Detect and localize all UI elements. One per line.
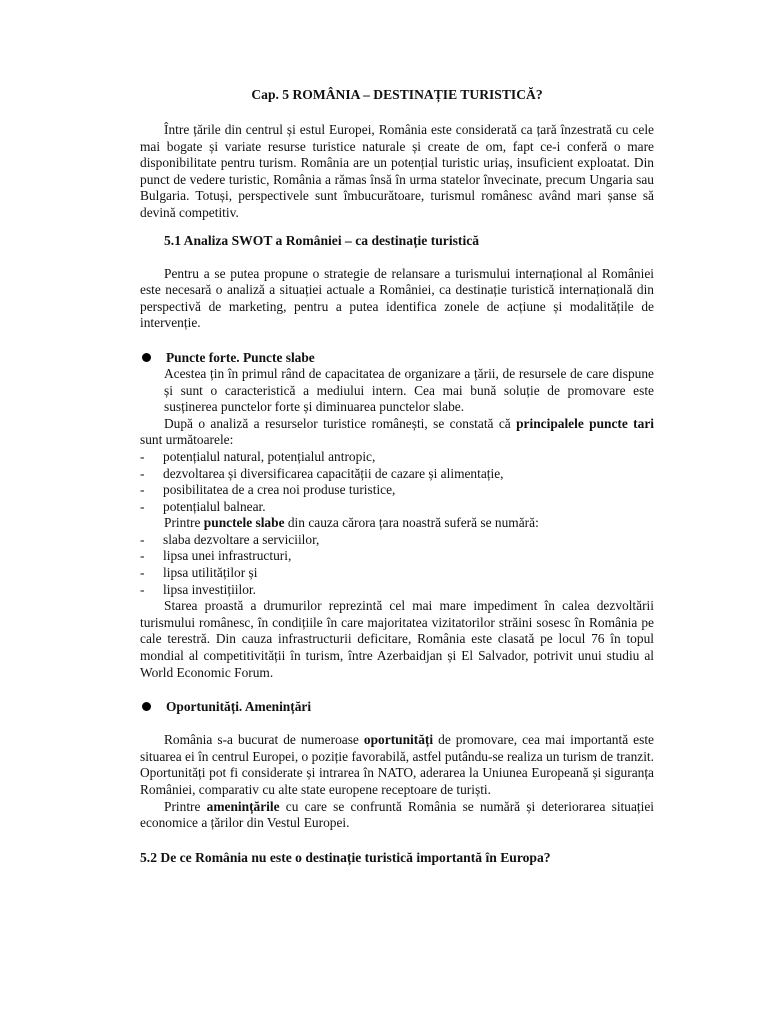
- weaknesses-list: [140, 532, 654, 598]
- spacer: [140, 332, 654, 349]
- strengths-intro-tail: sunt următoarele:: [140, 432, 234, 448]
- strengths-list: [140, 449, 654, 515]
- list-item-text: potențialul balnear.: [163, 498, 266, 514]
- list-item-text: lipsa unei infrastructuri,: [163, 548, 292, 564]
- strengths-intro-text: După o analiză a resurselor turistice românești, se constată că: [164, 415, 517, 431]
- dash-icon: -: [140, 448, 145, 464]
- dash-icon: -: [140, 482, 145, 498]
- bullet-icon: [142, 702, 151, 711]
- spacer: [140, 249, 654, 266]
- list-item: [140, 449, 654, 466]
- weaknesses-intro-text: Printre: [164, 515, 204, 531]
- opportunities-bold: oportunități: [363, 732, 434, 748]
- opportunities-heading-text: Oportunități. Amenințări: [166, 699, 312, 715]
- section-5-1-heading: 5.1 Analiza SWOT a României – ca destinație turistică: [164, 232, 480, 248]
- list-item: [140, 565, 654, 582]
- spacer: [140, 222, 654, 232]
- list-item-text: dezvoltarea și diversificarea capacității de cazare și alimentație,: [163, 465, 504, 481]
- strengths-heading: [140, 349, 654, 366]
- weaknesses-intro: [140, 515, 654, 532]
- list-item-text: lipsa utilităților și: [163, 565, 258, 581]
- list-item: [140, 582, 654, 599]
- list-item: [140, 532, 654, 549]
- dash-icon: -: [140, 565, 145, 581]
- spacer: [140, 681, 654, 698]
- spacer: [140, 715, 654, 732]
- section-5-1-paragraph: Pentru a se putea propune o strategie de relansare a turismului internațional al României este necesară o analiză a situației actuale a României, ca destinație turistică internațională din perspectivă de marketing, pentru a putea identifica zonele de acțiune și modalitățile de intervenție.: [140, 265, 654, 331]
- list-item: [140, 548, 654, 565]
- strengths-intro-bold: principalele puncte tari: [516, 415, 654, 431]
- list-item-text: potențialul natural, potențialul antropic,: [163, 448, 376, 464]
- list-item: [140, 482, 654, 499]
- list-item: [140, 499, 654, 516]
- list-item-text: slaba dezvoltare a serviciilor,: [163, 531, 320, 547]
- list-item-text: posibilitatea de a crea noi produse turistice,: [163, 482, 396, 498]
- opportunities-heading: [140, 698, 654, 715]
- section-5-2-heading: 5.2 De ce România nu este o destinație turistică importantă în Europa?: [140, 849, 551, 865]
- dash-icon: -: [140, 465, 145, 481]
- weaknesses-paragraph: Starea proastă a drumurilor reprezintă cel mai mare impediment în calea dezvoltării turismului românesc, în condițiile în care majoritatea vizitatorilor străini sosesc în România pe cale terestră. Din cauza infrastructurii deficitare, România este clasată pe locul 76 în topul mondial al competitivității în turism, între Azerbaidjan și El Salvador, potrivit unui studiu al World Economic Forum.: [140, 598, 654, 680]
- strengths-paragraph: Acestea țin în primul rând de capacitatea de organizare a țării, de resursele de care dispune și sunt o caracteristică a mediului intern. Cea mai bună soluție de promovare este susținerea punctelor forte și diminuarea punctelor slabe.: [164, 365, 654, 415]
- list-item: [140, 466, 654, 483]
- dash-icon: -: [140, 498, 145, 514]
- dash-icon: -: [140, 548, 145, 564]
- list-item-text: lipsa investițiilor.: [163, 581, 256, 597]
- threats-text: Printre: [164, 798, 207, 814]
- strengths-intro: [140, 416, 654, 449]
- threats-paragraph: [140, 799, 654, 832]
- opportunities-tail: de promovare, cea mai importantă este situarea ei în centrul Europei, o poziție favorabilă, astfel putându-se realiza un turism de tranzit. Oportunități pot fi considerate și intrarea în NATO, aderarea la Uniunea Europeană și siguranța României, comparativ cu alte state europene receptoare de turiști.: [140, 732, 655, 797]
- weaknesses-intro-bold: punctele slabe: [203, 515, 285, 531]
- intro-paragraph: Între țările din centrul și estul Europei, România este considerată ca țară înzestrată cu cele mai bogate și variate resurse turistice naturale și create de om, fapt ce-i conferă o mare disponibilitate pentru turism. România are un potențial turistic uriaș, insuficient exploatat. Din punct de vedere turistic, România a rămas însă în urma statelor învecinate, precum Ungaria sau Bulgaria. Totuși, perspectivele sunt îmbucurătoare, turismul românesc având mari șanse să devină competitiv.: [140, 122, 654, 220]
- opportunities-paragraph: [140, 732, 654, 798]
- spacer: [140, 832, 654, 849]
- threats-bold: amenințările: [206, 798, 280, 814]
- strengths-heading-text: Puncte forte. Puncte slabe: [166, 349, 315, 365]
- dash-icon: -: [140, 581, 145, 597]
- dash-icon: -: [140, 531, 145, 547]
- chapter-title: Cap. 5 ROMÂNIA – DESTINAȚIE TURISTICĂ?: [251, 87, 543, 102]
- opportunities-text: România s-a bucurat de numeroase: [164, 732, 364, 748]
- threats-tail: cu care se confruntă România se numără și deteriorarea situației economice a țărilor din Vestul Europei.: [140, 798, 654, 831]
- bullet-icon: [142, 353, 151, 362]
- weaknesses-intro-tail: din cauza cărora țara noastră suferă se numără:: [284, 515, 539, 531]
